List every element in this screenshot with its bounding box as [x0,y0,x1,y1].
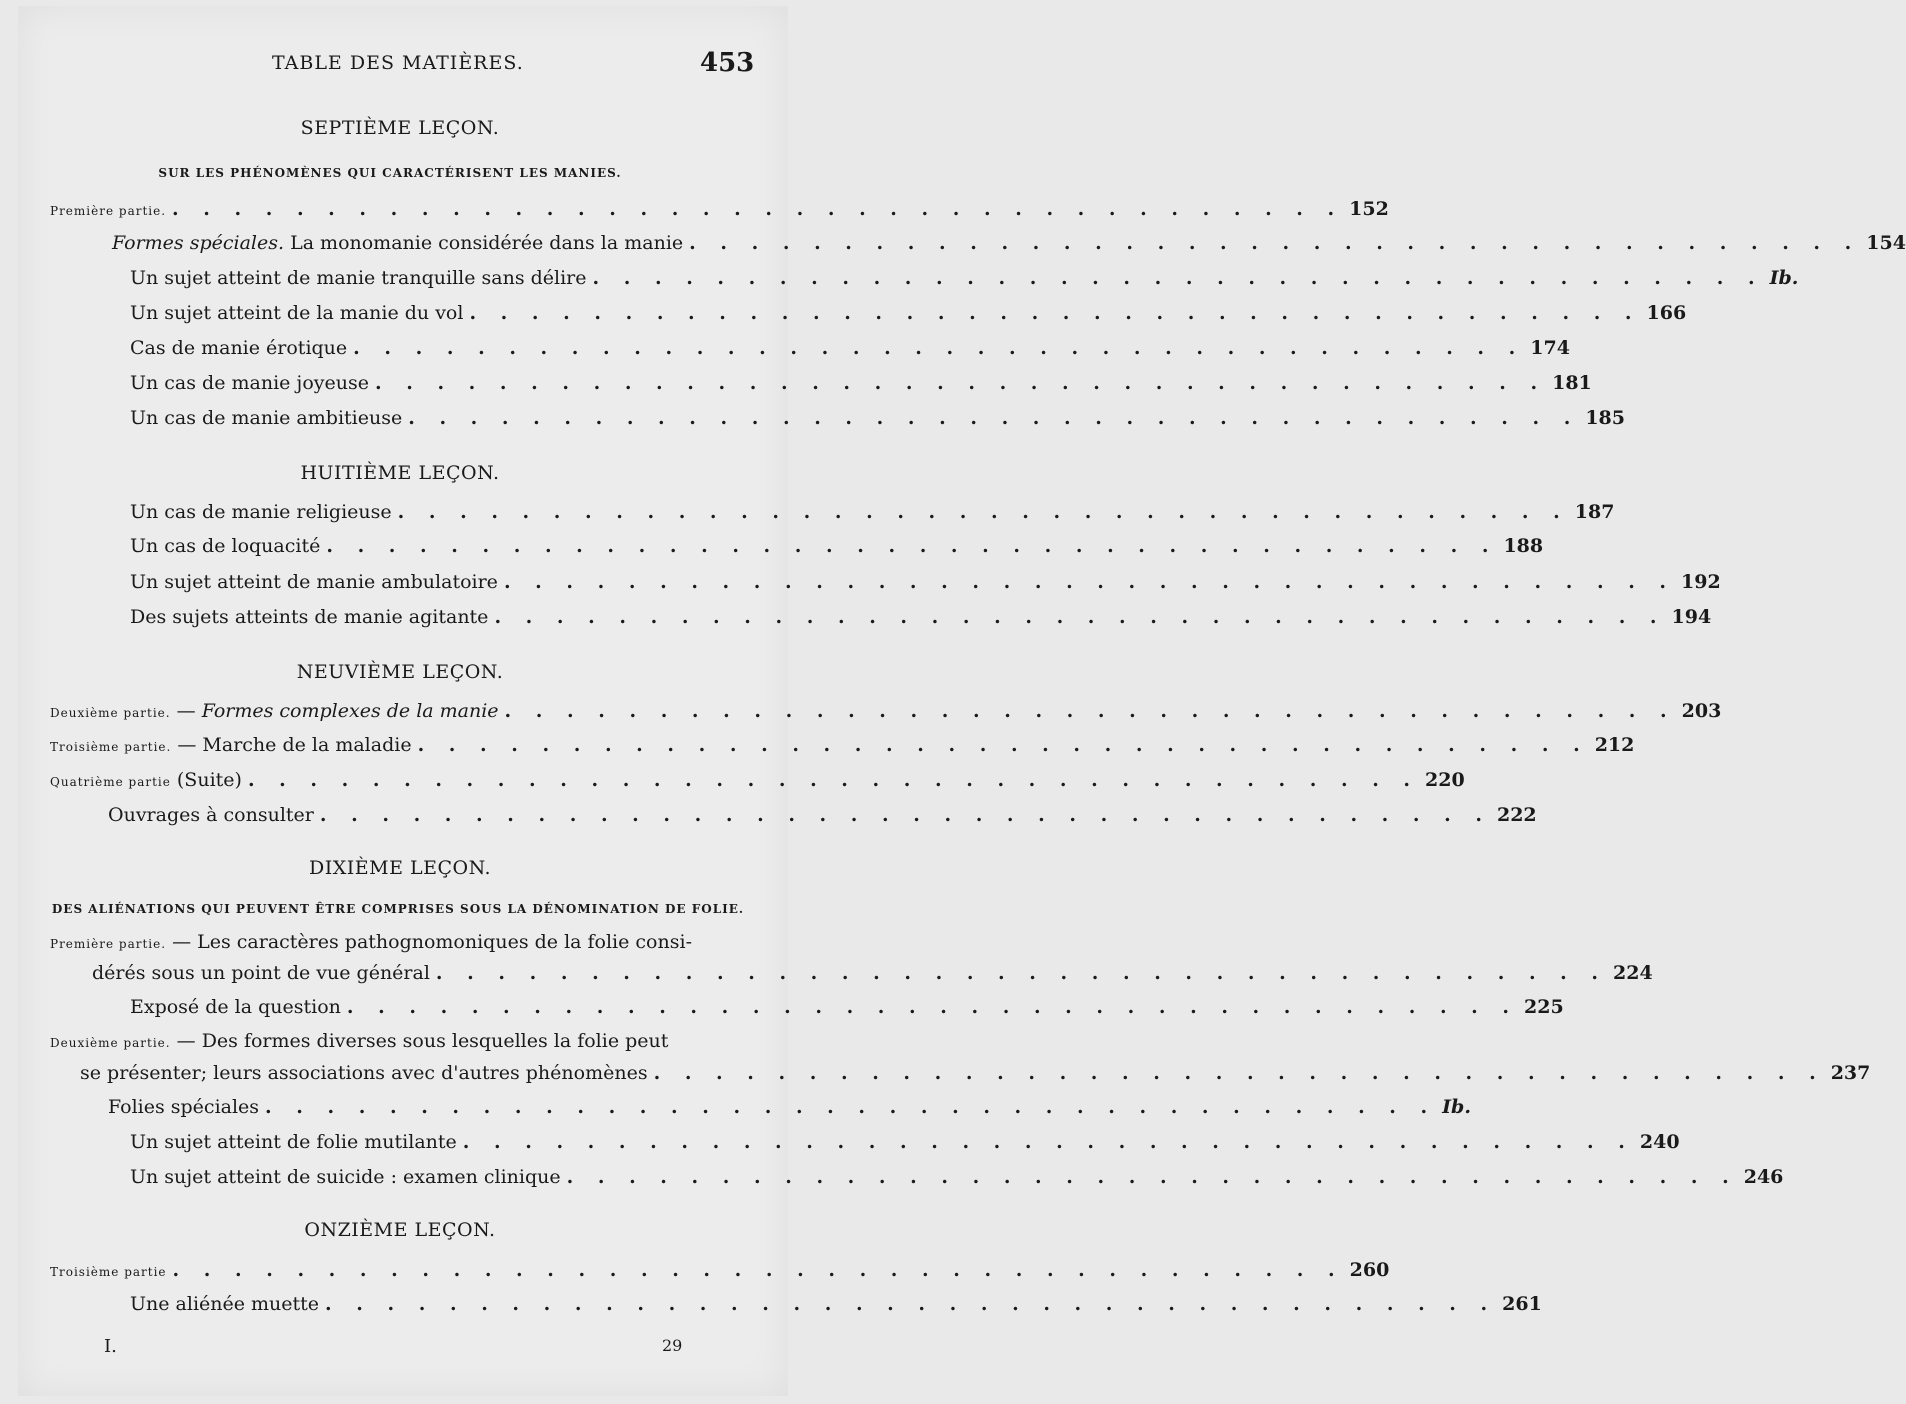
header-title: TABLE DES MATIÈRES. [272,52,524,74]
lecon-heading-7: SEPTIÈME LEÇON. [300,117,500,139]
entry-label: Un cas de manie ambitieuse [130,407,403,429]
entry-label: Troisième partie [50,1265,167,1279]
lecon-heading-10: DIXIÈME LEÇON. [308,857,492,879]
entry-label: Ouvrages à consulter [108,804,314,826]
entry-label: Formes spéciales. La monomanie considérée dans la manie [112,232,684,254]
dot-leader: . . . . . . . . . . . . . . . . . . . . . . . . . . . . . . . . . . . . . . [462,1131,1634,1153]
lecon-heading-8: HUITIÈME LEÇON. [300,462,500,484]
toc-entry[interactable] [108,804,1537,834]
toc-entry[interactable] [130,337,1570,367]
dot-leader: . . . . . . . . . . . . . . . . . . . . . . . . . . . . . . . . . . . . . . [172,1259,1344,1281]
dot-leader: . . . . . . . . . . . . . . . . . . . . . . . . . . . . . . . . . . . . . . [353,337,1525,359]
dot-leader: . . . . . . . . . . . . . . . . . . . . . . . . . . . . . . . . . . . . . . [503,571,1676,593]
entry-page: Ib. [1442,1096,1471,1118]
toc-entry[interactable] [130,407,1625,437]
entry-page: 203 [1681,700,1722,722]
entry-label: Un sujet atteint de manie ambulatoire [130,571,498,593]
entry-page: 154 [1866,232,1906,254]
dot-leader: . . . . . . . . . . . . . . . . . . . . . . . . . . . . . . . . . . . . . . [247,769,1420,791]
entry-page: 240 [1639,1131,1680,1153]
entry-label: Un sujet atteint de folie mutilante [130,1131,457,1153]
entry-page: 181 [1552,372,1592,394]
entry-label: Un sujet atteint de manie tranquille sans délire [130,267,587,289]
entry-label: Cas de manie érotique [130,337,348,359]
entry-label: Quatrième partie (Suite) [50,769,242,791]
entry-page: 237 [1830,1062,1871,1084]
entry-page: 260 [1349,1259,1390,1281]
entry-page: 225 [1524,996,1564,1018]
dot-leader: . . . . . . . . . . . . . . . . . . . . . . . . . . . . . . . . . . . . . . [592,267,1764,289]
dot-leader: . . . . . . . . . . . . . . . . . . . . . . . . . . . . . . . . . . . . . . [566,1166,1738,1188]
toc-entry[interactable] [108,1096,1471,1126]
toc-entry-line: Deuxième partie. — Des formes diverses sous lesquelles la folie peut [50,1030,669,1052]
entry-label: Un sujet atteint de la manie du vol [130,302,464,324]
signature-mark: I. [104,1336,117,1357]
toc-entry[interactable] [130,606,1712,636]
entry-page: 166 [1646,302,1687,324]
toc-entry[interactable] [130,1131,1680,1161]
entry-label: se présenter; leurs associations avec d'autres phénomènes [80,1062,648,1084]
entry-label: Un sujet atteint de suicide : examen clinique [130,1166,561,1188]
entry-page: Ib. [1769,267,1799,289]
dot-leader: . . . . . . . . . . . . . . . . . . . . . . . . . . . . . . . . . . . . . . [346,996,1519,1018]
dot-leader: . . . . . . . . . . . . . . . . . . . . . . . . . . . . . . . . . . . . . . [504,700,1676,722]
toc-entry-line: Première partie. — Les caractères pathognomoniques de la folie consi- [50,931,692,953]
toc-entry[interactable] [50,734,1635,764]
entry-label: Exposé de la question [130,996,341,1018]
dot-leader: . . . . . . . . . . . . . . . . . . . . . . . . . . . . . . . . . . . . . . [172,198,1344,220]
entry-label: Un cas de manie joyeuse [130,372,369,394]
entry-label: Un cas de manie religieuse [130,501,392,523]
entry-page: 222 [1496,804,1537,826]
entry-label: Troisième partie. — Marche de la maladie [50,734,412,756]
toc-entry[interactable] [80,1062,1871,1092]
entry-page: 192 [1681,571,1721,593]
dot-leader: . . . . . . . . . . . . . . . . . . . . . . . . . . . . . . . . . . . . . . [435,962,1608,984]
toc-entry[interactable] [130,996,1564,1026]
dot-leader: . . . . . . . . . . . . . . . . . . . . . . . . . . . . . . . . . . . . . . [689,232,1861,254]
entry-page: 220 [1425,769,1465,791]
entry-label: Deuxième partie. — Formes complexes de la manie [50,700,499,722]
lecon-subtitle-10: DES ALIÉNATIONS QUI PEUVENT ÊTRE COMPRISES SOUS LA DÉNOMINATION DE FOLIE. [51,902,745,916]
entry-page: 212 [1594,734,1635,756]
entry-label: Folies spéciales [108,1096,260,1118]
entry-page: 261 [1502,1293,1542,1315]
entry-page: 194 [1671,606,1712,628]
dot-leader: . . . . . . . . . . . . . . . . . . . . . . . . . . . . . . . . . . . . . . [469,302,1641,324]
dot-leader: . . . . . . . . . . . . . . . . . . . . . . . . . . . . . . . . . . . . . . [326,535,1498,557]
dot-leader: . . . . . . . . . . . . . . . . . . . . . . . . . . . . . . . . . . . . . . [494,606,1666,628]
dot-leader: . . . . . . . . . . . . . . . . . . . . . . . . . . . . . . . . . . . . . . [325,1293,1497,1315]
running-header [0,48,800,78]
toc-entry[interactable] [50,198,1389,228]
dot-leader: . . . . . . . . . . . . . . . . . . . . . . . . . . . . . . . . . . . . . . [265,1096,1437,1118]
entry-page: 224 [1613,962,1653,984]
entry-label: Première partie. [50,204,167,218]
entry-page: 152 [1349,198,1389,220]
toc-entry[interactable] [112,232,1906,262]
dot-leader: . . . . . . . . . . . . . . . . . . . . . . . . . . . . . . . . . . . . . . [319,804,1491,826]
lecon-heading-11: ONZIÈME LEÇON. [304,1219,496,1241]
lecon-heading-9: NEUVIÈME LEÇON. [296,661,504,683]
toc-entry[interactable] [130,535,1544,565]
header-page-number: 453 [700,48,755,78]
toc-entry[interactable] [130,571,1721,601]
dot-leader: . . . . . . . . . . . . . . . . . . . . . . . . . . . . . . . . . . . . . . [408,407,1580,429]
dot-leader: . . . . . . . . . . . . . . . . . . . . . . . . . . . . . . . . . . . . . . [374,372,1547,394]
toc-entry[interactable] [130,1293,1542,1323]
toc-entry[interactable] [50,1259,1390,1289]
toc-entry[interactable] [50,769,1465,799]
entry-label: Une aliénée muette [130,1293,320,1315]
toc-entry[interactable] [130,501,1615,531]
toc-entry[interactable] [130,267,1799,297]
sheet-number: 29 [662,1336,683,1355]
entry-page: 185 [1585,407,1625,429]
toc-entry[interactable] [130,302,1687,332]
toc-entry[interactable] [130,372,1592,402]
entry-label: Des sujets atteints de manie agitante [130,606,489,628]
toc-entry[interactable] [50,700,1722,730]
entry-page: 188 [1503,535,1544,557]
toc-entry[interactable] [92,962,1653,992]
dot-leader: . . . . . . . . . . . . . . . . . . . . . . . . . . . . . . . . . . . . . . [397,501,1569,523]
dot-leader: . . . . . . . . . . . . . . . . . . . . . . . . . . . . . . . . . . . . . . [417,734,1589,756]
toc-entry[interactable] [130,1166,1784,1196]
lecon-subtitle-7: SUR LES PHÉNOMÈNES QUI CARACTÉRISENT LES MANIES. [158,166,622,180]
entry-page: 187 [1574,501,1615,523]
entry-page: 174 [1530,337,1570,359]
entry-page: 246 [1743,1166,1784,1188]
entry-label: Un cas de loquacité [130,535,321,557]
dot-leader: . . . . . . . . . . . . . . . . . . . . . . . . . . . . . . . . . . . . . . [653,1062,1825,1084]
entry-label: dérés sous un point de vue général [92,962,430,984]
